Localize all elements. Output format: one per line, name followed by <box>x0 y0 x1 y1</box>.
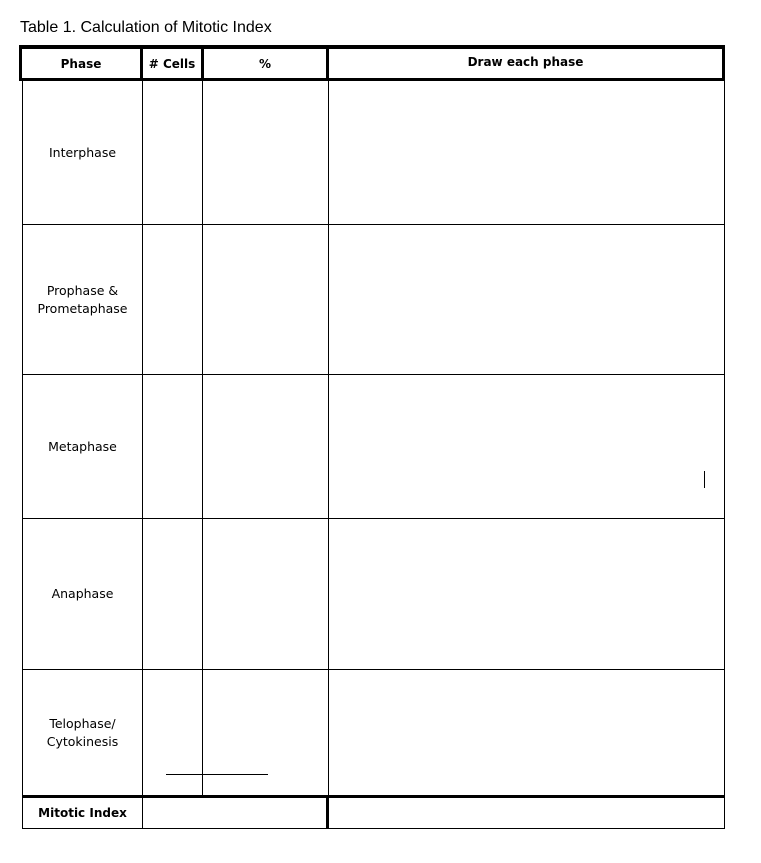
footer-col-sep-2 <box>326 798 329 829</box>
table-row-anaphase <box>23 519 142 669</box>
body-col-sep-2 <box>202 81 203 796</box>
table-caption: Table 1. Calculation of Mitotic Index <box>20 19 272 36</box>
row-label-line1: Interphase <box>48 144 117 160</box>
row-label-line2: Prometaphase <box>37 300 128 316</box>
table-row-interphase <box>23 81 142 224</box>
row-label-line1: Anaphase <box>51 586 114 601</box>
row-label-line1: Metaphase <box>48 438 117 454</box>
mitotic-index-answer-line[interactable] <box>166 774 268 775</box>
mitotic-index-table <box>22 46 725 829</box>
header-percent: % <box>258 56 272 71</box>
table-row-telophase <box>23 670 142 795</box>
header-cell-count: # Cells <box>148 56 196 71</box>
body-col-sep-1 <box>142 81 143 796</box>
row-label-line2: Cytokinesis <box>46 733 119 749</box>
table-bottom-border <box>22 828 725 829</box>
row-label-line1: Prophase & <box>46 282 119 298</box>
text-cursor-mark <box>704 471 705 488</box>
footer-mitotic-index-label: Mitotic Index <box>38 806 127 820</box>
header-draw-phase: Draw each phase <box>467 54 584 69</box>
row-label-line1: Telophase/ <box>49 715 116 731</box>
footer-col-sep-1 <box>142 798 143 829</box>
header-phase: Phase <box>60 56 102 71</box>
table-right-border <box>722 45 725 81</box>
table-right-border-body <box>724 81 725 829</box>
table-row-prophase <box>23 225 142 374</box>
body-col-sep-3 <box>328 81 329 796</box>
table-row-metaphase <box>23 375 142 518</box>
